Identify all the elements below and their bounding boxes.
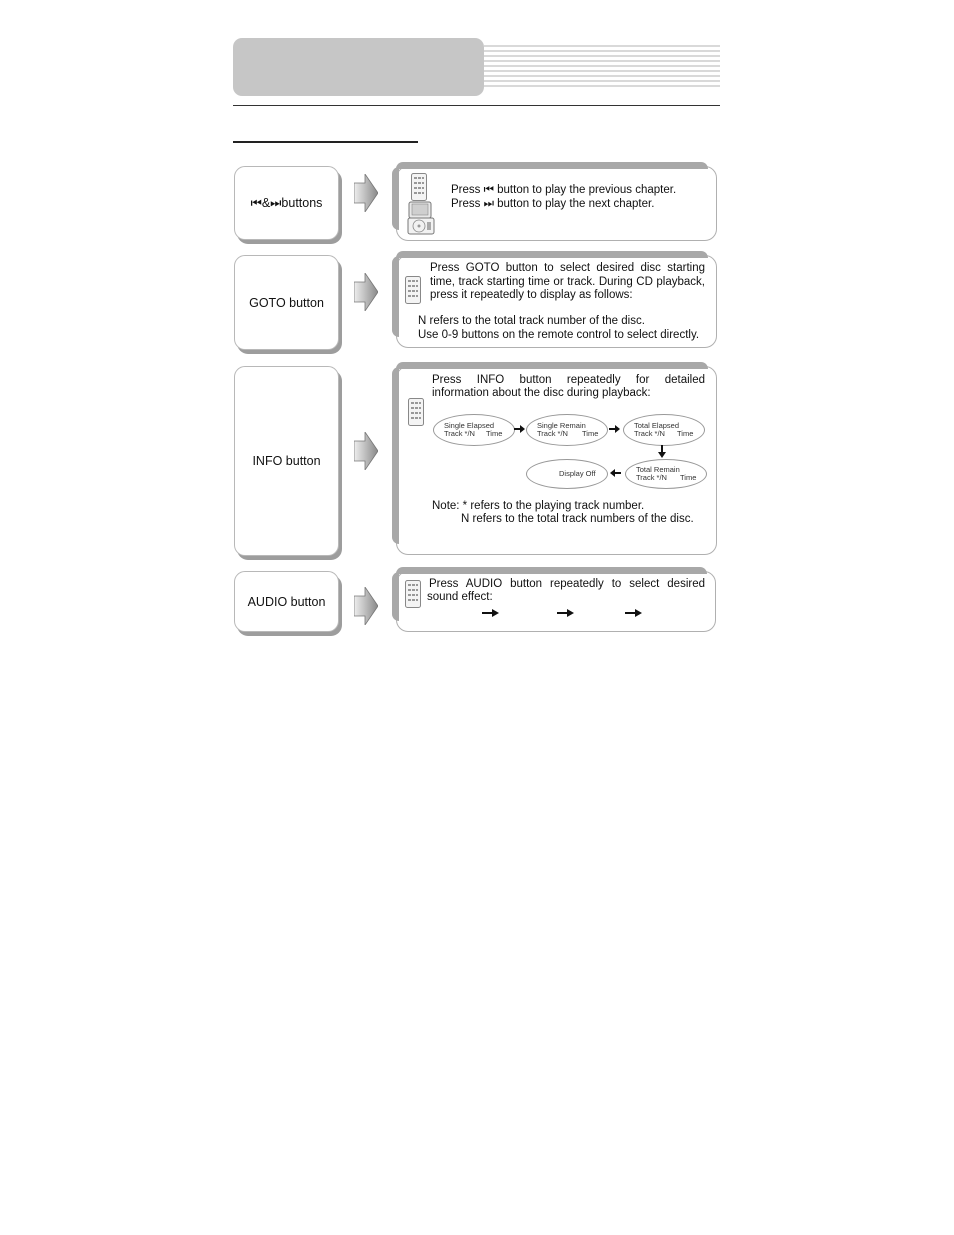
audio-button-label: AUDIO button xyxy=(247,594,326,609)
sound-effect-arrows xyxy=(397,572,715,631)
goto-button-label-box xyxy=(234,255,339,350)
state-total-elapsed: Total Elapsed Track */N Time xyxy=(623,414,705,446)
flow-arrow-1 xyxy=(514,425,525,433)
info-content-box xyxy=(396,366,717,555)
audio-text-line1: Press AUDIO button repeatedly to select desired xyxy=(429,578,705,590)
right-arrow-icon xyxy=(354,273,378,311)
goto-text-line2: time, track starting time or track. During CD playback, xyxy=(430,276,705,288)
flow-arrow-4 xyxy=(610,469,621,477)
info-note-line1: Note: * refers to the playing track number. xyxy=(432,500,645,512)
info-text-line1: Press INFO button repeatedly for detailed xyxy=(432,374,705,386)
state-single-elapsed: Single Elapsed Track */N Time xyxy=(433,414,515,446)
info-button-label-box xyxy=(234,366,339,556)
sound-arrow-3 xyxy=(625,609,642,617)
skip-next-text: Press ⏭ button to play the next chapter. xyxy=(451,198,655,210)
header-decorative-lines xyxy=(484,44,720,92)
skip-buttons-label-box xyxy=(234,166,339,240)
remote-control-icon xyxy=(411,173,427,201)
goto-text-line3: press it repeatedly to display as follows: xyxy=(430,289,633,301)
audio-text-line2: sound effect: xyxy=(427,591,493,603)
skip-buttons-label: ⏮&⏭buttons xyxy=(250,195,323,210)
flow-arrows xyxy=(397,367,716,497)
info-text-line2: information about the disc during playback: xyxy=(432,387,651,399)
goto-text-line4: N refers to the total track number of the disc. xyxy=(418,315,645,327)
sound-arrow-1 xyxy=(482,609,499,617)
flow-arrow-3 xyxy=(658,445,666,458)
right-arrow-icon xyxy=(354,174,378,212)
info-note-line2: N refers to the total track numbers of the disc. xyxy=(461,513,694,525)
section-title-underline xyxy=(233,141,418,143)
skip-prev-text: Press ⏮ button to play the previous chapter. xyxy=(451,184,677,196)
goto-text-line5: Use 0-9 buttons on the remote control to select directly. xyxy=(418,329,700,341)
right-arrow-icon xyxy=(354,432,378,470)
remote-control-icon xyxy=(405,276,421,304)
right-arrow-icon xyxy=(354,587,378,625)
goto-text-line1: Press GOTO button to select desired disc starting xyxy=(430,262,705,274)
info-button-label: INFO button xyxy=(252,454,321,468)
flow-arrow-2 xyxy=(609,425,620,433)
skip-buttons-content-box xyxy=(396,166,717,241)
dvd-player-icon xyxy=(407,201,435,235)
audio-content-box xyxy=(396,571,716,632)
header-rule xyxy=(233,105,720,106)
header-tab xyxy=(233,38,484,96)
state-single-remain: Single Remain Track */N Time xyxy=(526,414,608,446)
goto-content-box xyxy=(396,255,717,348)
sound-arrow-2 xyxy=(557,609,574,617)
goto-button-label: GOTO button xyxy=(249,295,324,310)
state-display-off: Display Off xyxy=(526,459,608,489)
audio-button-label-box xyxy=(234,571,339,632)
state-total-remain: Total Remain Track */N Time xyxy=(625,459,707,489)
